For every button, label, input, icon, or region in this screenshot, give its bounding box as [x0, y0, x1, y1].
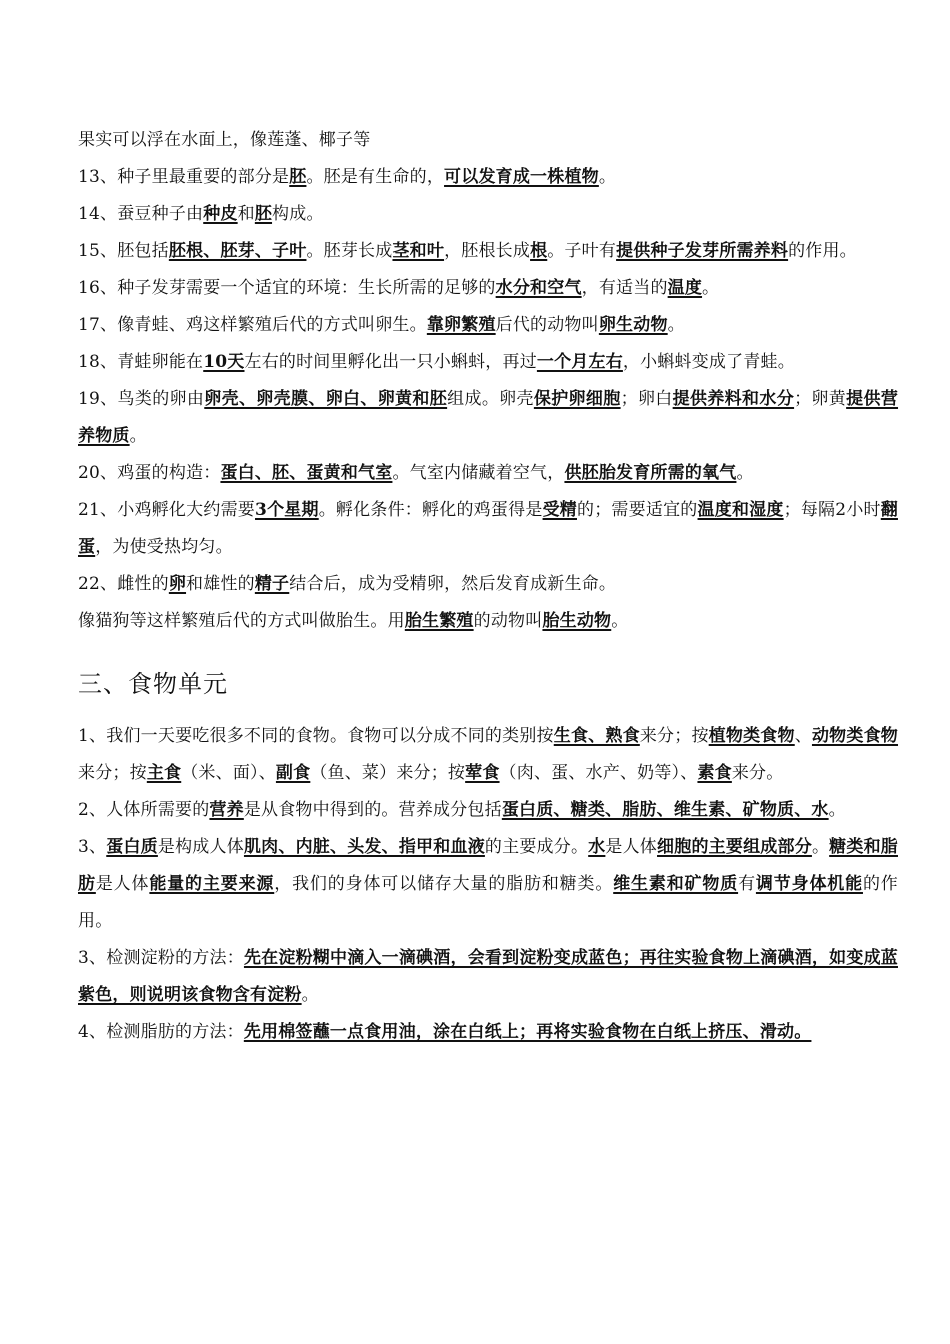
text-run: 构成。	[272, 204, 324, 224]
key-term: 靠卵繁殖	[426, 315, 496, 335]
key-term: 10天	[203, 352, 245, 372]
text-run: 19、鸟类的卵由	[78, 389, 205, 409]
text-run: 。	[736, 463, 754, 483]
key-term: 温度	[667, 278, 703, 298]
paragraph-p21	[78, 492, 898, 566]
text-run: 21、小鸡孵化大约需要	[78, 500, 256, 520]
paragraph-f4	[78, 1014, 898, 1051]
paragraph-p20	[78, 455, 898, 492]
text-run: ，有适当的	[581, 278, 668, 298]
key-term: 荤食	[465, 763, 500, 783]
key-term: 提供种子发芽所需养料	[616, 241, 789, 261]
text-run: 是人体	[95, 874, 150, 894]
paragraph-f3b	[78, 940, 898, 1014]
text-run: 。	[598, 167, 617, 187]
text-run: 来分；按	[78, 763, 147, 783]
text-run: 13、种子里最重要的部分是	[78, 167, 290, 187]
key-term: 提供养料和水分	[672, 389, 795, 409]
key-term: 翻蛋	[78, 500, 898, 557]
paragraph-p0	[78, 122, 898, 159]
text-run: 。胚芽长成	[306, 241, 393, 261]
text-run: 。	[611, 611, 629, 631]
key-term: 蛋白质	[106, 837, 158, 857]
key-term: 卵壳、卵壳膜、卵白、卵黄和胚	[204, 389, 448, 409]
key-term: 种皮	[203, 204, 238, 224]
key-term: 根	[530, 241, 548, 261]
text-run: 是从食物中得到的。营养成分包括	[243, 800, 502, 820]
text-run: ，小蝌蚪变成了青蛙。	[622, 352, 795, 372]
key-term: 一个月左右	[536, 352, 623, 372]
key-term: 先在淀粉糊中滴入一滴碘酒，会看到淀粉变成蓝色；再往实验食物上滴碘酒，如变成蓝紫色，则说明该食物含有淀粉	[78, 948, 898, 1005]
text-run: 14、蚕豆种子由	[78, 204, 204, 224]
key-term: 提供营养物质	[78, 389, 899, 446]
text-run: 是构成人体	[157, 837, 244, 857]
paragraph-p19	[78, 381, 898, 455]
paragraph-p13	[78, 159, 898, 196]
text-run: 的作用。	[788, 241, 857, 261]
key-term: 植物类食物	[708, 726, 795, 746]
text-run: 2、人体所需要的	[78, 800, 210, 820]
text-run: 后代的动物叫	[495, 315, 599, 335]
key-term: 胚	[254, 204, 273, 224]
text-run: 是人体	[605, 837, 658, 857]
text-run: 22、雌性的	[78, 574, 169, 594]
text-run: 。	[667, 315, 685, 335]
key-term: 胚根、胚芽、子叶	[168, 241, 307, 261]
key-term: 胎生动物	[542, 611, 612, 631]
document-page	[78, 122, 898, 1051]
key-term: 能量的主要来源	[149, 874, 275, 894]
section-heading: 三、食物单元	[78, 670, 228, 698]
key-term: 供胚胎发育所需的氧气	[564, 463, 737, 483]
text-run: ，胚根长成	[444, 241, 531, 261]
text-run: 17、像青蛙、鸡这样繁殖后代的方式叫卵生。	[78, 315, 427, 335]
text-run: 左右的时间里孵化出一只小蝌蚪，再过	[244, 352, 537, 372]
text-run: 20、鸡蛋的构造：	[78, 463, 221, 483]
text-run: ，我们的身体可以储存大量的脂肪和糖类。	[274, 874, 614, 894]
key-term: 水	[588, 837, 606, 857]
paragraph-f2	[78, 792, 898, 829]
key-term: 茎和叶	[392, 241, 445, 261]
text-run: 。	[129, 426, 147, 446]
key-term: 3个星期	[255, 500, 319, 520]
key-term: 水分和空气	[495, 278, 582, 298]
text-run: 16、种子发芽需要一个适宜的环境：生长所需的足够的	[78, 278, 496, 298]
key-term: 副食	[275, 763, 311, 783]
key-term: 保护卵细胞	[533, 389, 621, 409]
paragraph-p15	[78, 233, 898, 270]
text-run: 。	[301, 985, 319, 1005]
text-run: ；卵黄	[794, 389, 847, 409]
key-term: 卵生动物	[598, 315, 668, 335]
paragraph-p22b	[78, 603, 898, 640]
text-run: （鱼、菜）来分；按	[310, 763, 466, 783]
text-run: 果实可以浮在水面上，像莲蓬、椰子等	[78, 130, 371, 150]
paragraph-p18	[78, 344, 898, 381]
text-run: 。气室内储藏着空气，	[392, 463, 565, 483]
text-run: 来分。	[731, 763, 784, 783]
key-term: 生食、熟食	[553, 726, 640, 746]
paragraph-p17	[78, 307, 898, 344]
text-run: （米、面）、	[181, 763, 276, 783]
text-run: 有	[738, 874, 756, 894]
key-term: 素食	[697, 763, 732, 783]
text-run: 的动物叫	[473, 611, 543, 631]
key-term: 维生素和矿物质	[613, 874, 739, 894]
text-run: 15、胚包括	[78, 241, 169, 261]
text-run: ；卵白	[620, 389, 673, 409]
text-run: 3、检测淀粉的方法：	[78, 948, 244, 968]
key-term: 肌肉、内脏、头发、指甲和血液	[243, 837, 485, 857]
text-run: 。	[702, 278, 720, 298]
text-run: ，为使受热均匀。	[95, 537, 233, 557]
key-term: 调节身体机能	[755, 874, 863, 894]
key-term: 可以发育成一株植物	[444, 167, 599, 187]
key-term: 精子	[254, 574, 290, 594]
key-term: 主食	[146, 763, 182, 783]
paragraph-f1	[78, 718, 898, 792]
key-term: 卵	[168, 574, 187, 594]
key-term: 蛋白质、糖类、脂肪、维生素、矿物质、水	[501, 800, 829, 820]
key-term: 受精	[542, 500, 577, 520]
text-run: 4、检测脂肪的方法：	[78, 1022, 244, 1042]
text-run: 结合后，成为受精卵，然后发育成新生命。	[289, 574, 617, 594]
text-run: 。	[828, 800, 846, 820]
key-term: 细胞的主要组成部分	[657, 837, 812, 857]
key-term: 温度和湿度	[697, 500, 784, 520]
text-run: 的主要成分。	[484, 837, 589, 857]
text-run: 组成。卵壳	[447, 389, 534, 409]
text-run: 的；需要适宜的	[577, 500, 698, 520]
paragraph-f3	[78, 829, 898, 940]
text-run: 来分；按	[639, 726, 709, 746]
text-run: 和雄性的	[186, 574, 255, 594]
text-run: 。孵化条件：孵化的鸡蛋得是	[318, 500, 543, 520]
key-term: 动物类食物	[811, 726, 899, 746]
key-term: 胎生繁殖	[404, 611, 474, 631]
key-term: 先用棉签蘸一点食用油，涂在白纸上；再将实验食物在白纸上挤压、滑动。	[243, 1022, 812, 1042]
text-run: 3、	[78, 837, 107, 857]
paragraph-p14	[78, 196, 898, 233]
text-run: 、	[794, 726, 812, 746]
text-run: 。	[811, 837, 830, 857]
text-run: 像猫狗等这样繁殖后代的方式叫做胎生。用	[78, 611, 405, 631]
text-run: （肉、蛋、水产、奶等）、	[499, 763, 698, 783]
key-term: 胚	[289, 167, 307, 187]
key-term: 营养	[209, 800, 244, 820]
text-run: 。子叶有	[547, 241, 617, 261]
paragraph-p22	[78, 566, 898, 603]
text-run: ；每隔2小时	[783, 500, 881, 520]
text-run: 的作用。	[78, 874, 899, 931]
paragraph-p16	[78, 270, 898, 307]
text-run: 1、我们一天要吃很多不同的食物。食物可以分成不同的类别按	[78, 726, 554, 746]
key-term: 蛋白、胚、蛋黄和气室	[220, 463, 393, 483]
text-run: 和	[237, 204, 255, 224]
key-term: 糖类和脂肪	[78, 837, 898, 894]
text-run: 18、青蛙卵能在	[78, 352, 204, 372]
text-run: 。胚是有生命的，	[306, 167, 445, 187]
